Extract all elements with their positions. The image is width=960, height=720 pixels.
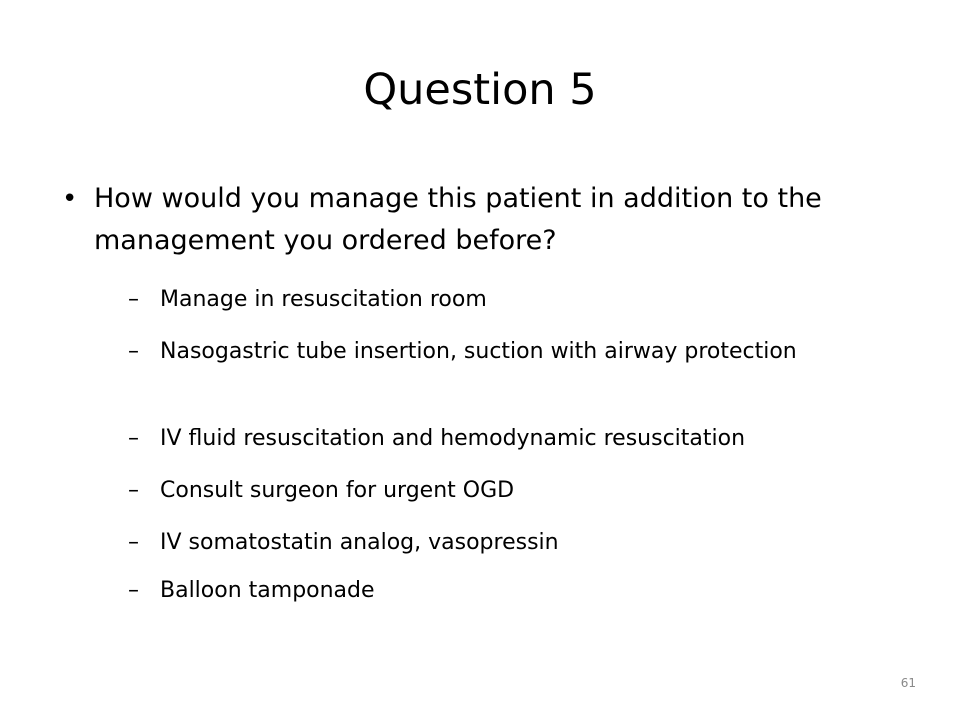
dash-icon: – [128, 530, 139, 555]
sub-bullet-text: Nasogastric tube insertion, suction with airway protection [160, 339, 797, 364]
sub-bullet-text: Manage in resuscitation room [160, 287, 487, 312]
sub-bullet-text: IV somatostatin analog, vasopressin [160, 530, 559, 555]
dash-icon: – [128, 578, 139, 603]
sub-bullet-item [128, 474, 908, 508]
sub-bullet-text: Consult surgeon for urgent OGD [160, 478, 515, 503]
dash-icon: – [128, 426, 139, 451]
sub-bullet-item [128, 422, 908, 456]
sub-bullet-item [128, 283, 908, 317]
sub-bullet-item [128, 526, 908, 560]
sub-bullet-text: IV fluid resuscitation and hemodynamic resuscitation [160, 426, 746, 451]
main-bullet-text: How would you manage this patient in addition to the management you ordered before? [94, 183, 822, 256]
bullet-dot-icon: • [62, 184, 78, 214]
sub-bullet-text: Balloon tamponade [160, 578, 375, 603]
sub-bullet-item [128, 335, 908, 369]
slide-title: Question 5 [363, 65, 597, 115]
sub-bullet-item [128, 574, 908, 608]
dash-icon: – [128, 339, 139, 364]
dash-icon: – [128, 287, 139, 312]
page-number: 61 [900, 676, 916, 690]
dash-icon: – [128, 478, 139, 503]
main-bullet [62, 178, 902, 262]
